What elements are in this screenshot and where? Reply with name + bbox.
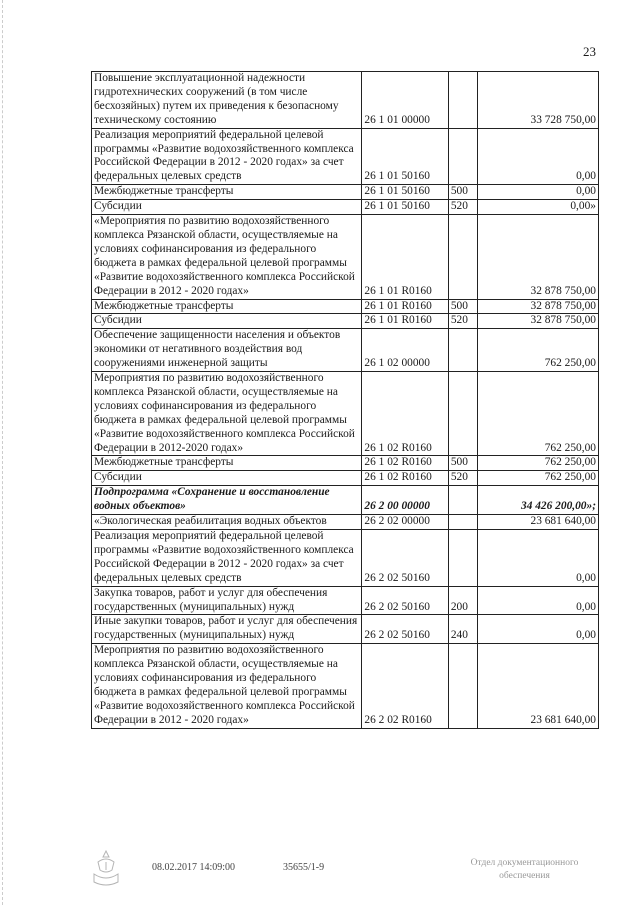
row-type	[448, 644, 477, 728]
row-description: Межбюджетные трансферты	[92, 185, 362, 200]
page-number: 23	[583, 44, 596, 59]
row-description: Иные закупки товаров, работ и услуг для обеспечения государственных (муниципальных) нужд	[92, 615, 362, 644]
row-type	[448, 215, 477, 299]
table-row	[92, 456, 599, 471]
page-edge-mark	[2, 0, 4, 905]
table-row	[92, 515, 599, 530]
row-code: 26 2 02 50160	[362, 530, 448, 587]
footer-doc-id: 35655/1-9	[283, 862, 325, 873]
row-code: 26 2 02 50160	[362, 586, 448, 615]
row-sum: 762 250,00	[477, 329, 598, 372]
row-type: 520	[448, 314, 477, 329]
row-type: 500	[448, 185, 477, 200]
row-type: 240	[448, 615, 477, 644]
row-sum: 23 681 640,00	[477, 644, 598, 728]
row-type: 500	[448, 299, 477, 314]
table-row	[92, 299, 599, 314]
table-row	[92, 72, 599, 129]
row-description: Повышение эксплуатационной надежности гидротехнических сооружений (в том числе бесхозяйных) путем их приведения к безопасному техническому состоянию	[92, 72, 362, 129]
row-code: 26 2 00 00000	[362, 486, 448, 515]
stamp-line-1: Отдел документационного	[470, 858, 579, 868]
footer-date: 08.02.2017 14:09:00	[152, 862, 236, 873]
row-code: 26 1 01 R0160	[362, 299, 448, 314]
row-description: Реализация мероприятий федеральной целевой программы «Развитие водохозяйственного комплекса Российской Федерации в 2012 - 2020 годах» за счет федеральных целевых средств	[92, 128, 362, 185]
row-sum: 0,00	[477, 530, 598, 587]
row-description: Реализация мероприятий федеральной целевой программы «Развитие водохозяйственного комплекса Российской Федерации в 2012 - 2020 годах» за счет федеральных целевых средств	[92, 530, 362, 587]
row-type	[448, 128, 477, 185]
row-sum: 0,00	[477, 185, 598, 200]
table-row	[92, 200, 599, 215]
row-type	[448, 372, 477, 456]
row-description: «Мероприятия по развитию водохозяйственного комплекса Рязанской области, осуществляемые на условиях софинансирования из федерального бюджета в рамках федеральной целевой программы «Развитие водохозяйственного комплекса Российской Федерации в 2012 - 2020 годах»	[92, 215, 362, 299]
row-code: 26 1 02 00000	[362, 329, 448, 372]
table-row	[92, 329, 599, 372]
row-type: 520	[448, 200, 477, 215]
row-type	[448, 72, 477, 129]
row-code: 26 2 02 R0160	[362, 644, 448, 728]
row-sum: 762 250,00	[477, 471, 598, 486]
row-type: 500	[448, 456, 477, 471]
row-sum: 0,00»	[477, 200, 598, 215]
department-stamp	[452, 857, 597, 883]
row-type	[448, 530, 477, 587]
row-description: Межбюджетные трансферты	[92, 299, 362, 314]
row-code: 26 1 01 50160	[362, 200, 448, 215]
stamp-line-2: обеспечения	[499, 871, 550, 881]
row-sum: 762 250,00	[477, 456, 598, 471]
row-code: 26 2 02 50160	[362, 615, 448, 644]
table-row	[92, 215, 599, 299]
table-row	[92, 128, 599, 185]
row-code: 26 2 02 00000	[362, 515, 448, 530]
row-code: 26 1 02 R0160	[362, 456, 448, 471]
row-type: 520	[448, 471, 477, 486]
row-type	[448, 329, 477, 372]
row-description: Субсидии	[92, 314, 362, 329]
table-row	[92, 644, 599, 728]
row-description: Обеспечение защищенности населения и объектов экономики от негативного воздействия вод сооружениями инженерной защиты	[92, 329, 362, 372]
row-description: Мероприятия по развитию водохозяйственного комплекса Рязанской области, осуществляемые на условиях софинансирования из федерального бюджета в рамках федеральной целевой программы «Развитие водохозяйственного комплекса Российской Федерации в 2012-2020 годах»	[92, 372, 362, 456]
row-sum: 32 878 750,00	[477, 215, 598, 299]
row-description: Межбюджетные трансферты	[92, 456, 362, 471]
budget-table	[91, 71, 599, 729]
row-description: Субсидии	[92, 471, 362, 486]
row-sum: 762 250,00	[477, 372, 598, 456]
row-sum: 0,00	[477, 586, 598, 615]
row-sum: 33 728 750,00	[477, 72, 598, 129]
row-code: 26 1 01 R0160	[362, 215, 448, 299]
row-sum: 32 878 750,00	[477, 299, 598, 314]
row-description: Субсидии	[92, 200, 362, 215]
row-code: 26 1 01 50160	[362, 128, 448, 185]
seal-icon	[88, 848, 124, 888]
row-sum: 32 878 750,00	[477, 314, 598, 329]
row-sum: 0,00	[477, 128, 598, 185]
row-code: 26 1 01 50160	[362, 185, 448, 200]
row-sum: 0,00	[477, 615, 598, 644]
row-description: «Экологическая реабилитация водных объектов	[92, 515, 362, 530]
table-row	[92, 372, 599, 456]
table-row	[92, 530, 599, 587]
row-description: Подпрограмма «Сохранение и восстановление водных объектов»	[92, 486, 362, 515]
table-row	[92, 486, 599, 515]
table-row	[92, 586, 599, 615]
table-row	[92, 471, 599, 486]
table-row	[92, 615, 599, 644]
row-sum: 23 681 640,00	[477, 515, 598, 530]
table-row	[92, 185, 599, 200]
row-code: 26 1 02 R0160	[362, 372, 448, 456]
row-description: Закупка товаров, работ и услуг для обеспечения государственных (муниципальных) нужд	[92, 586, 362, 615]
table-row	[92, 314, 599, 329]
row-code: 26 1 02 R0160	[362, 471, 448, 486]
row-type	[448, 515, 477, 530]
row-sum: 34 426 200,00»;	[477, 486, 598, 515]
row-code: 26 1 01 R0160	[362, 314, 448, 329]
row-type: 200	[448, 586, 477, 615]
row-description: Мероприятия по развитию водохозяйственного комплекса Рязанской области, осуществляемые на условиях софинансирования из федерального бюджета в рамках федеральной целевой программы «Развитие водохозяйственного комплекса Российской Федерации в 2012 - 2020 годах»	[92, 644, 362, 728]
row-type	[448, 486, 477, 515]
row-code: 26 1 01 00000	[362, 72, 448, 129]
